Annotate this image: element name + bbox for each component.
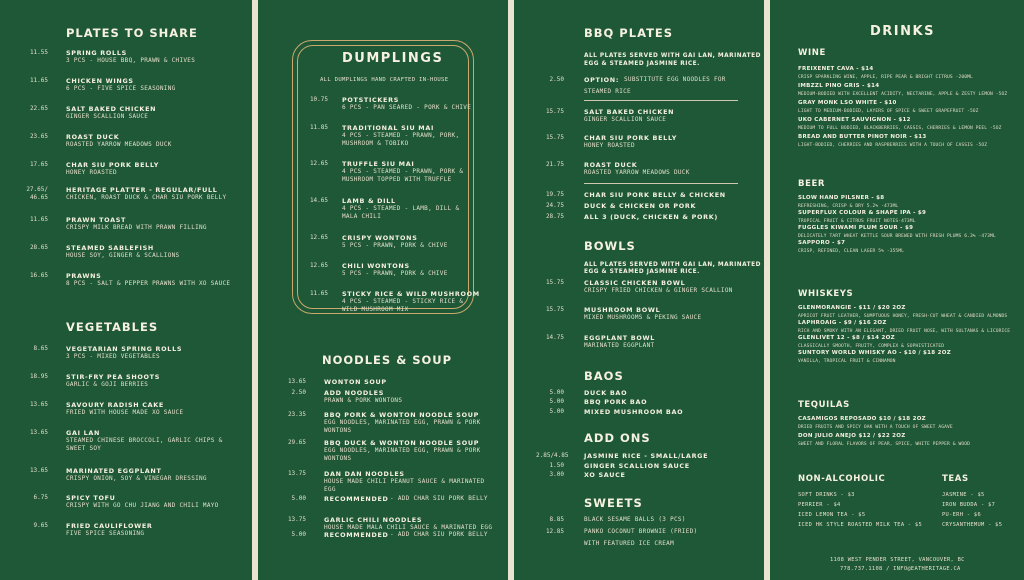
item-price: 46.65 (29, 194, 48, 201)
drink-desc: VANILLA, TROPICAL FRUIT & CINNAMON (798, 359, 896, 364)
item-price: 5.00 (549, 389, 564, 396)
item-name-char-siu-pork-belly-chicken: CHAR SIU PORK BELLY & CHICKEN (584, 191, 726, 199)
item-desc: MUSHROOM TOPPED WITH TRUFFLE (342, 176, 452, 183)
item-price: 13.75 (287, 470, 306, 477)
item-name-fried-cauliflower: FRIED CAULIFLOWER (66, 522, 153, 530)
non-alcoholic-heading: NON-ALCOHOLIC (798, 474, 886, 484)
item-name-salt-baked-chicken: SALT BAKED CHICKEN (584, 108, 675, 116)
bowls-note-line2: EGG & STEAMED JASMINE RICE. (584, 269, 700, 275)
drink-freixenet-cava-14: FREIXENET CAVA - $14 (798, 66, 874, 72)
item-price: 12.65 (309, 160, 328, 167)
non-alcoholic-item: ICED HK STYLE ROASTED MILK TEA - $5 (798, 522, 923, 528)
item-price: 22.65 (29, 105, 48, 112)
sweets-heading: SWEETS (584, 496, 643, 510)
item-desc: FIVE SPICE SEASONING (66, 530, 145, 537)
item-name-duck-bao: DUCK BAO (584, 389, 628, 397)
item-desc: ROASTED YARROW MEADOWS DUCK (584, 169, 690, 176)
item-desc: FRIED WITH HOUSE MADE XO SAUCE (66, 409, 184, 416)
item-desc: 4 PCS - STEAMED - PRAWN, PORK, (342, 132, 460, 139)
drink-desc: CRISP SPARKLING WINE, APPLE, RIPE PEAR & BRIGHT CITRUS -200ML (798, 75, 973, 80)
drink-sapporo-7: SAPPORO - $7 (798, 240, 846, 246)
drink-desc: RICH AND SMOKY WITH AN ELEGANT, DRIED FRUIT NOSE, WITH SULTANAS & LICORICE (798, 329, 1011, 334)
drink-bread-and-butter-pinot-noir-13: BREAD AND BUTTER PINOT NOIR - $13 (798, 134, 927, 140)
item-desc: HOUSE MADE MALA CHILI SAUCE & MARINATED EGG (324, 524, 493, 531)
sweet-with-featured-ice-cream: WITH FEATURED ICE CREAM (584, 540, 674, 547)
item-price: 6.75 (33, 494, 48, 501)
drink-fuggles-kiwami-plum-sour-9: FUGGLES KIWAMI PLUM SOUR - $9 (798, 225, 914, 231)
item-name-sticky-rice-wild-mushroom: STICKY RICE & WILD MUSHROOM (342, 290, 480, 298)
item-name-heritage-platter-regular-full: HERITAGE PLATTER - REGULAR/FULL (66, 186, 218, 194)
item-price: 5.00 (549, 398, 564, 405)
item-desc: CHICKEN, ROAST DUCK & CHAR SIU PORK BELLY (66, 194, 227, 201)
add-ons-heading: ADD ONS (584, 431, 651, 445)
contact: 778.737.1108 / INFO@EATHERITAGE.CA (840, 566, 961, 572)
item-price: 13.75 (287, 516, 306, 523)
item-name-garlic-chili-noodles: GARLIC CHILI NOODLES (324, 516, 423, 524)
item-price: 11.55 (29, 49, 48, 56)
item-name-vegetarian-spring-rolls: VEGETARIAN SPRING ROLLS (66, 345, 183, 353)
item-price: 28.75 (545, 213, 564, 220)
item-name-prawns: PRAWNS (66, 272, 102, 280)
item-price: 5.00 (549, 408, 564, 415)
drink-desc: TROPICAL FRUIT & CITRUS FRUIT NOTES-473ML (798, 219, 916, 224)
item-price: 5.00 (291, 495, 306, 502)
address: 1108 WEST PENDER STREET, VANCOUVER, BC (830, 557, 965, 563)
panel-bbq-bowls-sweets (514, 0, 764, 580)
item-name-recommended: RECOMMENDED (324, 531, 389, 539)
item-price: 21.75 (545, 161, 564, 168)
option-price: 2.50 (549, 76, 564, 83)
drink-desc: DRIED FRUITS AND SPICY OAK WITH A TOUCH OF SWEET AGAVE (798, 425, 953, 430)
item-price: 24.75 (545, 202, 564, 209)
item-price: 23.65 (29, 133, 48, 140)
baos-heading: BAOS (584, 369, 624, 383)
item-price: 11.65 (29, 77, 48, 84)
bbq-plates-heading: BBQ PLATES (584, 26, 674, 40)
drink-don-julio-anejo-12-22-2oz: DON JULIO ANEJO $12 / $22 2OZ (798, 433, 906, 439)
item-name-salt-baked-chicken: SALT BAKED CHICKEN (66, 105, 157, 113)
item-desc: CRISPY WITH GO CHU JIANG AND CHILI MAYO (66, 502, 219, 509)
item-price: 11.65 (29, 216, 48, 223)
item-name-steamed-sablefish: STEAMED SABLEFISH (66, 244, 154, 252)
item-desc: CRISPY ONION, SOY & VINEGAR DRESSING (66, 475, 207, 482)
option-text-2: STEAMED RICE (584, 88, 631, 95)
item-name-traditional-siu-mai: TRADITIONAL SIU MAI (342, 124, 435, 132)
item-desc: 3 PCS - HOUSE BBQ, PRAWN & CHIVES (66, 57, 196, 64)
drink-suntory-world-whisky-ao-10-18-2oz: SUNTORY WORLD WHISKY AO - $10 / $18 2OZ (798, 350, 952, 356)
item-desc: 5 PCS - PRAWN, PORK & CHIVE (342, 242, 448, 249)
item-name-mushroom-bowl: MUSHROOM BOWL (584, 306, 661, 314)
item-price: 12.85 (545, 528, 564, 535)
item-name-stir-fry-pea-shoots: STIR-FRY PEA SHOOTS (66, 373, 160, 381)
teas-heading: TEAS (942, 474, 969, 484)
item-desc: STEAMED CHINESE BROCCOLI, GARLIC CHIPS & (66, 437, 223, 444)
item-name-lamb-dill: LAMB & DILL (342, 197, 396, 205)
drink-desc: LIGHT TO MEDIUM-BODIED, LAYERS OF SPICE & SWEET GRAPEFRUIT -5OZ (798, 109, 979, 114)
item-price: 8.65 (33, 345, 48, 352)
item-price: 1.50 (549, 462, 564, 469)
item-price: 11.65 (309, 290, 328, 297)
item-price: 15.75 (545, 134, 564, 141)
item-name-all-3-duck-chicken-pork: ALL 3 (DUCK, CHICKEN & PORK) (584, 213, 719, 221)
bbq-note-line1: ALL PLATES SERVED WITH GAI LAN, MARINATED (584, 53, 761, 59)
item-name-ginger-scallion-sauce: GINGER SCALLION SAUCE (584, 462, 690, 470)
drink-desc: APRICOT FRUIT LEATHER, SUMPTUOUS HONEY, FRESH-CUT WHEAT & CANDIED ALMONDS (798, 314, 1008, 319)
item-desc: SWEET SOY (66, 445, 102, 452)
item-price: 8.85 (549, 516, 564, 523)
item-price: 18.95 (29, 373, 48, 380)
item-price: 23.35 (287, 411, 306, 418)
item-name-savoury-radish-cake: SAVOURY RADISH CAKE (66, 401, 164, 409)
item-desc: 4 PCS - STEAMED - PRAWN, PORK & (342, 168, 464, 175)
item-name-potstickers: POTSTICKERS (342, 96, 400, 104)
item-name-spring-rolls: SPRING ROLLS (66, 49, 127, 57)
item-name-bbq-pork-wonton-noodle-soup: BBQ PORK & WONTON NOODLE SOUP (324, 411, 479, 419)
vegetables-heading: VEGETABLES (66, 320, 159, 334)
item-desc: 4 PCS - STEAMED - STICKY RICE & (342, 298, 464, 305)
wine-heading: WINE (798, 48, 826, 58)
item-price: 12.65 (309, 234, 328, 241)
item-name-marinated-eggplant: MARINATED EGGPLANT (66, 467, 162, 475)
item-desc: HOUSE MADE CHILI PEANUT SAUCE & MARINATED (324, 478, 485, 485)
drink-desc: CRISP, REFINED, CLEAN LAGER 5% -355ML (798, 249, 905, 254)
item-desc: PRAWN & PORK WONTONS (324, 397, 403, 404)
plates-to-share-heading: PLATES TO SHARE (66, 26, 198, 40)
panel-plates-vegetables (0, 0, 252, 580)
item-price: 13.65 (29, 401, 48, 408)
item-name-mixed-mushroom-bao: MIXED MUSHROOM BAO (584, 408, 684, 416)
sweet-panko-coconut-brownie-fried: PANKO COCONUT BROWNIE (FRIED) (584, 528, 698, 535)
item-name-dan-dan-noodles: DAN DAN NOODLES (324, 470, 405, 478)
item-desc: HONEY ROASTED (584, 142, 635, 149)
item-name-chili-wontons: CHILI WONTONS (342, 262, 410, 270)
item-name-prawn-toast: PRAWN TOAST (66, 216, 127, 224)
tea-item: JASMINE - $5 (942, 492, 985, 498)
item-name-eggplant-bowl: EGGPLANT BOWL (584, 334, 656, 342)
item-desc: 5 PCS - PRAWN, PORK & CHIVE (342, 270, 448, 277)
item-price: 9.65 (33, 522, 48, 529)
item-desc: GARLIC & GOJI BERRIES (66, 381, 149, 388)
panel-drinks (770, 0, 1024, 580)
bowls-note-line1: ALL PLATES SERVED WITH GAI LAN, MARINATED (584, 262, 761, 268)
drink-desc: SWEET AND FLORAL FLAVORS OF PEAR, SPICE, WHITE PEPPER & WOOD (798, 442, 970, 447)
item-price: 15.75 (545, 108, 564, 115)
item-price: 14.65 (309, 197, 328, 204)
item-name-truffle-siu-mai: TRUFFLE SIU MAI (342, 160, 415, 168)
item-desc: GINGER SCALLION SAUCE (584, 116, 667, 123)
item-name-crispy-wontons: CRISPY WONTONS (342, 234, 418, 242)
item-desc: 4 PCS - STEAMED - LAMB, DILL & (342, 205, 460, 212)
item-name-gai-lan: GAI LAN (66, 429, 101, 437)
bowls-heading: BOWLS (584, 239, 636, 253)
item-extra: - ADD CHAR SIU PORK BELLY (390, 531, 488, 538)
panel-dumplings-noodles (258, 0, 508, 580)
item-name-jasmine-rice-small-large: JASMINE RICE - SMALL/LARGE (584, 452, 709, 460)
item-price: 17.65 (29, 161, 48, 168)
item-extra: - ADD CHAR SIU PORK BELLY (390, 495, 488, 502)
item-name-roast-duck: ROAST DUCK (584, 161, 638, 169)
drinks-heading: DRINKS (870, 24, 935, 39)
bbq-divider-top (584, 100, 738, 101)
item-name-roast-duck: ROAST DUCK (66, 133, 120, 141)
item-desc: MARINATED EGGPLANT (584, 342, 655, 349)
option-label: OPTION: (584, 76, 620, 84)
drink-gray-monk-lso-white-10: GRAY MONK LSO WHITE - $10 (798, 100, 897, 106)
item-price: 28.65 (29, 244, 48, 251)
item-price: 15.75 (545, 306, 564, 313)
item-name-char-siu-pork-belly: CHAR SIU PORK BELLY (584, 134, 678, 142)
item-desc: HONEY ROASTED (66, 169, 117, 176)
item-price: 3.00 (549, 471, 564, 478)
item-name-duck-chicken-or-pork: DUCK & CHICKEN OR PORK (584, 202, 697, 210)
item-desc: HOUSE SOY, GINGER & SCALLIONS (66, 252, 180, 259)
item-price: 19.75 (545, 191, 564, 198)
item-desc: 6 PCS - FIVE SPICE SEASONING (66, 85, 176, 92)
item-name-char-siu-pork-belly: CHAR SIU PORK BELLY (66, 161, 160, 169)
tea-item: PU-ERH - $6 (942, 512, 981, 518)
item-price: 12.65 (309, 262, 328, 269)
drink-glenlivet-12-8-14-2oz: GLENLIVET 12 - $8 / $14 2OZ (798, 335, 895, 341)
item-desc: CRISPY MILK BREAD WITH PRAWN FILLING (66, 224, 207, 231)
tea-item: IRON BUDDA - $7 (942, 502, 996, 508)
bbq-note-line2: EGG & STEAMED JASMINE RICE. (584, 61, 700, 67)
item-price: 13.65 (287, 378, 306, 385)
non-alcoholic-item: PERRIER - $4 (798, 502, 841, 508)
item-desc: 8 PCS - SALT & PEPPER PRAWNS WITH XO SAUCE (66, 280, 231, 287)
dumplings-note: ALL DUMPLINGS HAND CRAFTED IN-HOUSE (320, 77, 449, 83)
item-name-classic-chicken-bowl: CLASSIC CHICKEN BOWL (584, 279, 686, 287)
drink-glenmorangie-11-20-2oz: GLENMORANGIE - $11 / $20 2OZ (798, 305, 906, 311)
item-desc: WONTONS (324, 427, 352, 434)
item-desc: GINGER SCALLION SAUCE (66, 113, 149, 120)
item-desc: EGG (324, 486, 336, 493)
item-price: 13.65 (29, 429, 48, 436)
item-price: 10.75 (309, 96, 328, 103)
drink-superflux-colour-shape-ipa-9: SUPERFLUX COLOUR & SHAPE IPA - $9 (798, 210, 927, 216)
item-name-recommended: RECOMMENDED (324, 495, 389, 503)
item-name-xo-sauce: XO SAUCE (584, 471, 626, 479)
tequilas-heading: TEQUILAS (798, 400, 850, 410)
drink-laphroaig-9-16-2oz: LAPHROAIG - $9 / $16 2OZ (798, 320, 887, 326)
item-name-bbq-duck-wonton-noodle-soup: BBQ DUCK & WONTON NOODLE SOUP (324, 439, 480, 447)
item-price: 5.00 (291, 531, 306, 538)
drink-desc: MEDIUM-BODIED WITH EXCELLENT ACIDITY, NECTARINE, APPLE & ZESTY LEMON -5OZ (798, 92, 1008, 97)
item-desc: EGG NOODLES, MARINATED EGG, PRAWN & PORK (324, 447, 481, 454)
item-name-add-noodles: ADD NOODLES (324, 389, 385, 397)
beer-heading: BEER (798, 179, 826, 189)
drink-imbzzl-pino-gris-14: IMBZZL PINO GRIS - $14 (798, 83, 880, 89)
item-name-spicy-tofu: SPICY TOFU (66, 494, 116, 502)
non-alcoholic-item: ICED LEMON TEA - $5 (798, 512, 866, 518)
item-desc: MIXED MUSHROOMS & PEKING SAUCE (584, 314, 702, 321)
tea-item: CRYSANTHEMUM - $5 (942, 522, 1003, 528)
sweet-black-sesame-balls-3-pcs: BLACK SESAME BALLS (3 PCS) (584, 516, 686, 523)
item-desc: MALA CHILI (342, 213, 382, 220)
item-desc: 6 PCS - PAN SEARED - PORK & CHIVE (342, 104, 472, 111)
drink-desc: DELICATELY TART WHEAT KETTLE SOUR BREWED WITH FRESH PLUMS 6.3% -473ML (798, 234, 996, 239)
item-price: 2.50 (291, 389, 306, 396)
whiskeys-heading: WHISKEYS (798, 289, 854, 299)
item-price: 13.65 (29, 467, 48, 474)
item-desc: 3 PCS - MIXED VEGETABLES (66, 353, 160, 360)
item-price: 14.75 (545, 334, 564, 341)
drink-slow-hand-pilsner-8: SLOW HAND PILSNER - $8 (798, 195, 885, 201)
drink-desc: LIGHT-BODIED, CHERRIES AND RASPBERRIES WITH A TOUCH OF CASSIS -5OZ (798, 143, 988, 148)
dumplings-heading: DUMPLINGS (342, 51, 444, 66)
drink-desc: MEDIUM TO FULL BODIED, BLACKBERRIES, CASSIS, CHERRIES & LEMON PEEL -5OZ (798, 126, 1002, 131)
non-alcoholic-item: SOFT DRINKS - $3 (798, 492, 855, 498)
option-text: SUBSTITUTE EGG NOODLES FOR (624, 76, 726, 83)
item-name-bbq-pork-bao: BBQ PORK BAO (584, 398, 648, 406)
item-price: 15.75 (545, 279, 564, 286)
item-desc: EGG NOODLES, MARINATED EGG, PRAWN & PORK (324, 419, 481, 426)
item-price: 29.65 (287, 439, 306, 446)
drink-desc: REFRESHING, CRISP & DRY 5.2% -473ML (798, 204, 899, 209)
item-price: 11.85 (309, 124, 328, 131)
item-name-wonton-soup: WONTON SOUP (324, 378, 387, 386)
item-price: 2.85/4.85 (536, 452, 569, 459)
item-price: 27.65/ (26, 186, 48, 193)
drink-desc: CLASSICALLY SMOOTH, FRUITY, COMPLEX & SOPHISTICATED (798, 344, 945, 349)
noodles-soup-heading: NOODLES & SOUP (322, 353, 453, 367)
drink-casamigos-reposado-10-18-2oz: CASAMIGOS REPOSADO $10 / $18 2OZ (798, 416, 926, 422)
item-desc: WONTONS (324, 455, 352, 462)
item-desc: WILD MUSHROOM MIX (342, 306, 409, 313)
item-desc: MUSHROOM & TOBIKO (342, 140, 409, 147)
item-name-chicken-wings: CHICKEN WINGS (66, 77, 134, 85)
drink-uko-cabernet-sauvignon-12: UKO CABERNET SAUVIGNON - $12 (798, 117, 911, 123)
item-desc: ROASTED YARROW MEADOWS DUCK (66, 141, 172, 148)
item-price: 16.65 (29, 272, 48, 279)
item-desc: CRISPY FRIED CHICKEN & GINGER SCALLION (584, 287, 733, 294)
bbq-divider-bottom (584, 183, 738, 184)
